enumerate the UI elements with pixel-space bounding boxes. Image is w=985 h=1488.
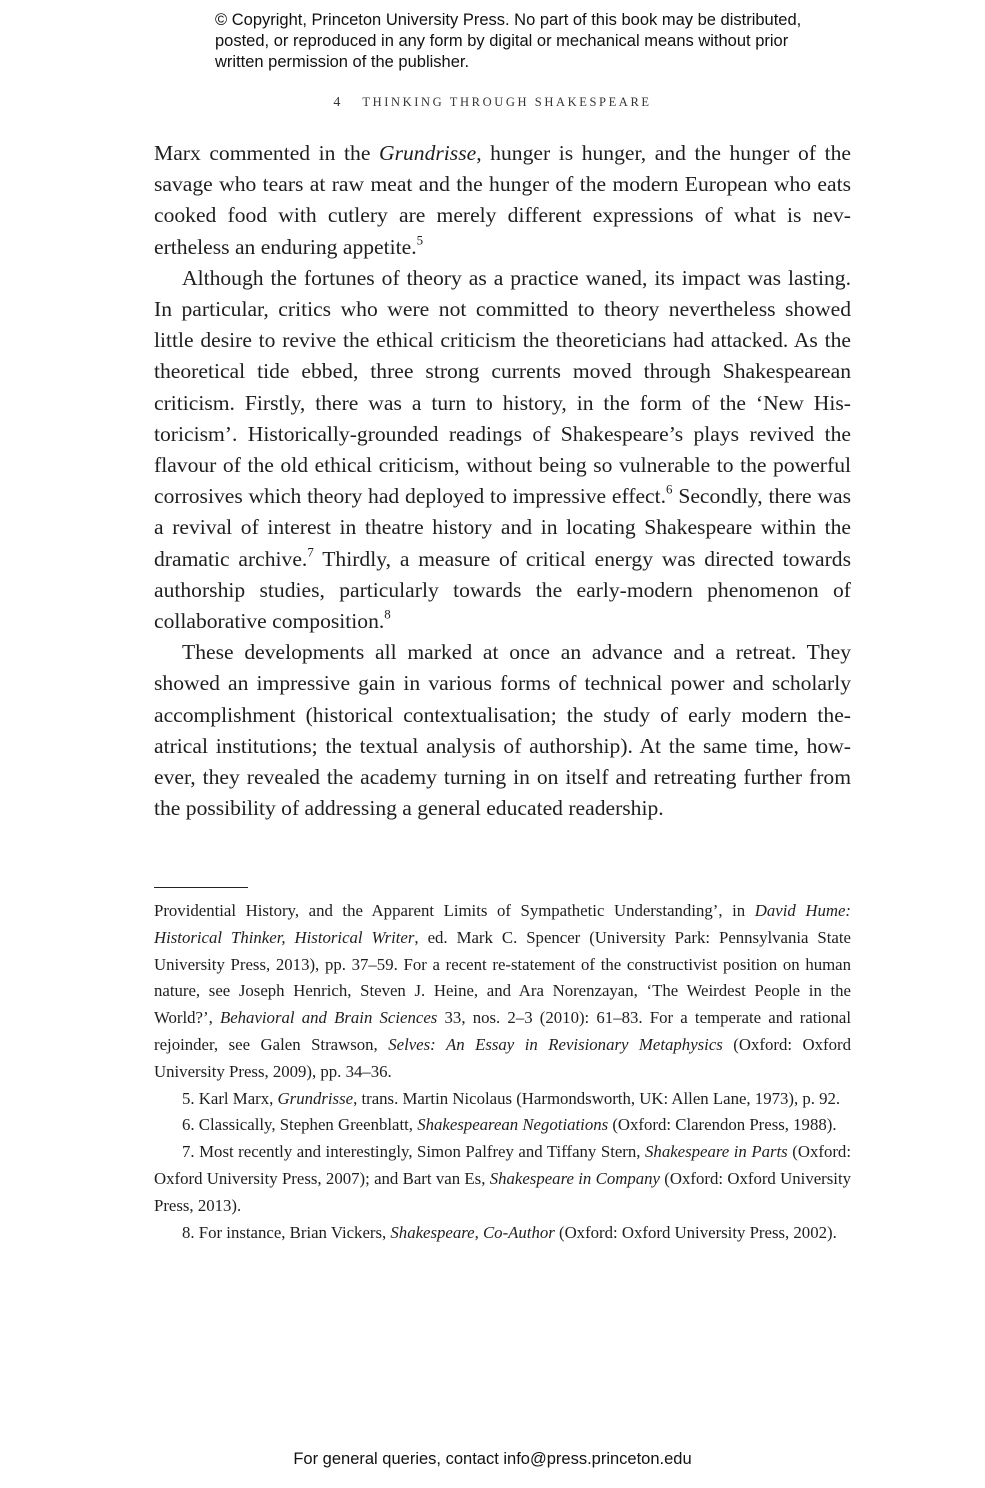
footnote-7 — [154, 1139, 851, 1219]
italic-title: Grundrisse — [277, 1088, 354, 1108]
footnote-6 — [154, 1112, 851, 1139]
footnote-ref-5: 5 — [416, 231, 424, 247]
text-run: Although the fortunes of theory as a practice waned, its impact was lasting. In particular, critics who were not committed to theory nevertheless showed little desire to revive the ethical criticism the theoreticians had attacked. As the theoretical tide ebbed, three strong currents moved through Shakespearean criticism. Firstly, there was a turn to history, in the form of the ‘New Historicism’. Historically-grounded readings of Shakespeare’s plays revived the flavour of the old ethical criticism, without being so vulnerable to the powerful corrosives which theory had deployed to impressive effect. — [154, 265, 851, 509]
italic-title: David Hume: Historical Thinker, Historical Writer — [154, 901, 851, 947]
page-number: 4 — [333, 95, 341, 110]
body-text — [154, 138, 851, 824]
text-run: , ed. Mark C. Spencer (University Park: Pennsylvania State University Press, 2013), pp. 37–59. For a recent re-statement of the constructivist position on human nature, see Joseph Henrich, Steven J. Heine, and Ara Norenzayan, ‘The Weirdest People in the World?’, — [154, 927, 851, 1028]
italic-title: Selves: An Essay in Revisionary Metaphysics — [388, 1034, 723, 1054]
copyright-notice: © Copyright, Princeton University Press. No part of this book may be distributed, posted, or reproduced in any form by digital or mechanical means without prior written permission of the publisher. — [215, 11, 802, 71]
text-run: 6. Classically, Stephen Greenblatt, — [182, 1115, 418, 1135]
text-run: (Oxford: Oxford University Press, 2002). — [554, 1222, 837, 1242]
footnotes — [154, 898, 851, 1246]
text-run: Thirdly, a measure of critical energy was directed towards authorship studies, particularly towards the early-modern phenomenon of collaborative composition. — [154, 546, 851, 634]
contact-footer: For general queries, contact info@press.princeton.edu — [293, 1450, 692, 1468]
text-run: Secondly, there was a revival of interest in theatre history and in locating Shakespeare within the dramatic archive. — [154, 484, 851, 571]
italic-title: Shakespearean Negotiations — [417, 1115, 609, 1135]
text-run: 8. For instance, Brian Vickers, — [182, 1222, 391, 1242]
footnote-ref-8: 8 — [384, 606, 391, 622]
italic-title: Shakespeare, Co-Author — [390, 1222, 555, 1242]
italic-title: Shakespeare in Parts — [645, 1142, 788, 1162]
text-run: Providential History, and the Apparent Limits of Sympathetic Understanding’, in — [154, 901, 755, 920]
text-run: (Oxford: Clarendon Press, 1988). — [608, 1115, 837, 1135]
paragraph-3 — [154, 637, 851, 824]
italic-title: Behavioral and Brain Sciences — [219, 1008, 438, 1028]
text-run: Marx commented in the — [154, 141, 380, 165]
text-run: , hunger is hunger, and the hunger of the savage who tears at raw meat and the hunger of the modern European who eats cooked food with cutlery are merely different expressions of what is nevertheless an enduring appetite. — [154, 141, 851, 259]
running-header — [0, 95, 985, 111]
paragraph-1 — [154, 138, 851, 263]
text-run: (Oxford: Oxford University Press, 2007); and Bart van Es, — [154, 1142, 851, 1188]
text-run: , trans. Martin Nicolaus (Harmondsworth, UK: Allen Lane, 1973), p. 92. — [353, 1088, 841, 1108]
running-title: THINKING THROUGH SHAKESPEARE — [362, 95, 652, 109]
text-run: 33, nos. 2–3 (2010): 61–83. For a temperate and rational rejoinder, see Galen Strawson, — [154, 1008, 851, 1054]
footnote-continuation — [154, 898, 851, 1086]
text-run: 7. Most recently and interestingly, Simon Palfrey and Tiffany Stern, — [182, 1142, 646, 1162]
italic-title: Shakespeare in Company — [489, 1168, 660, 1188]
footnote-8 — [154, 1220, 851, 1247]
footnote-separator — [154, 887, 248, 888]
paragraph-2 — [154, 263, 851, 637]
text-run: (Oxford: Oxford University Press, 2013). — [154, 1168, 851, 1215]
text-run: These developments all marked at once an advance and a retreat. They showed an impressive gain in various forms of technical power and scholarly accomplishment (historical contextualisation; the study of early modern theatrical institutions; the textual analysis of authorship). At the same time, however, they revealed the academy turning in on itself and retreating further from the possibility of addressing a general educated readership. — [154, 640, 851, 821]
text-run: 5. Karl Marx, — [182, 1088, 278, 1108]
italic-title: Grundrisse — [379, 141, 477, 165]
footnote-ref-7: 7 — [307, 543, 314, 559]
text-run: (Oxford: Oxford University Press, 2009), pp. 34–36. — [154, 1034, 851, 1081]
footnote-ref-6: 6 — [666, 481, 673, 497]
footnote-5 — [154, 1086, 851, 1113]
